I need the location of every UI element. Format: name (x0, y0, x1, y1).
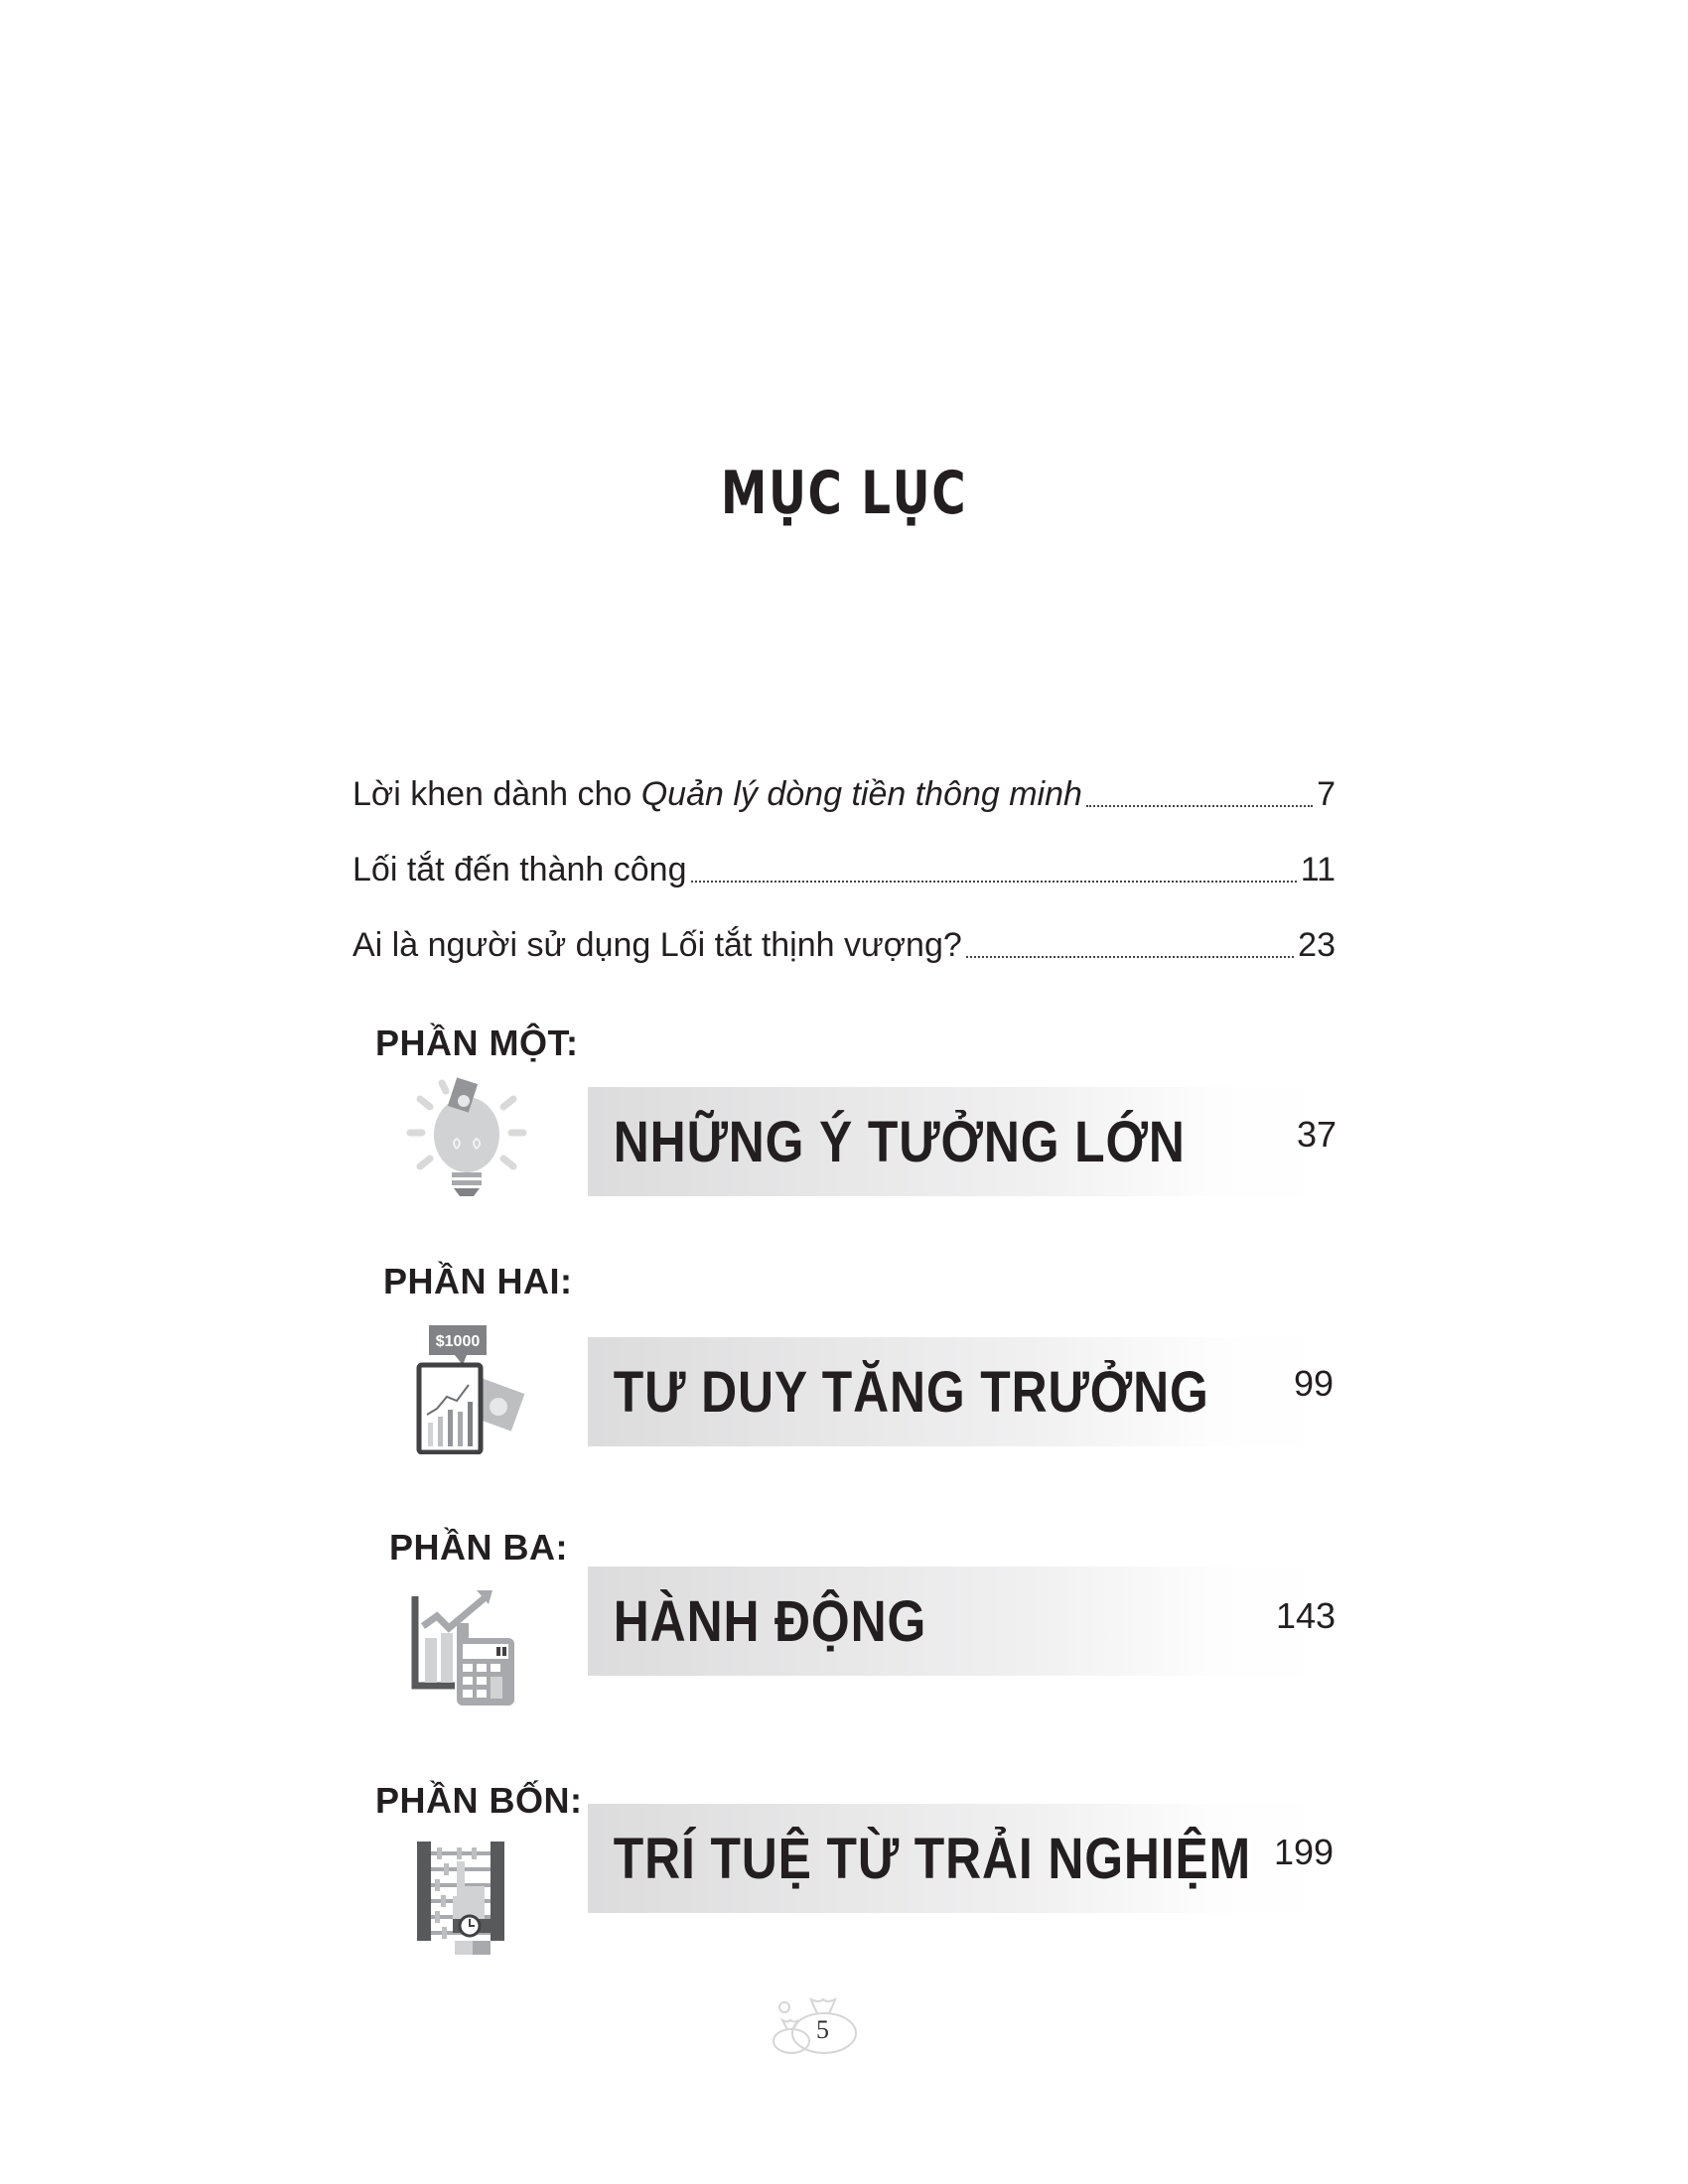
part-page-number: 199 (1274, 1832, 1335, 1872)
leader-dots (1086, 805, 1313, 807)
toc-entry-label: Lời khen dành cho Quản lý dòng tiền thông minh (352, 775, 1082, 813)
part-title: TƯ DUY TĂNG TRƯỞNG (613, 1359, 1209, 1425)
svg-text:$1000: $1000 (435, 1333, 481, 1350)
toc-entry[interactable] (352, 769, 1336, 819)
toc-entry[interactable] (352, 920, 1336, 970)
page-title: MỤC LỤC (720, 459, 968, 528)
toc-entry-page: 23 (1298, 926, 1336, 964)
part-banner[interactable] (588, 1804, 1323, 1913)
page-number: 5 (816, 2015, 829, 2044)
part-page-number: 99 (1294, 1363, 1335, 1404)
growth-chart-money-icon (407, 1325, 536, 1454)
part-page-number: 37 (1297, 1114, 1337, 1155)
part-label: PHẦN BỐN: (375, 1780, 583, 1821)
chart-calculator-icon (407, 1588, 536, 1717)
part-label: PHẦN HAI: (383, 1261, 573, 1301)
toc-entry-page: 7 (1317, 775, 1336, 813)
part-label: PHẦN MỘT: (375, 1023, 579, 1063)
toc-entry-label: Lối tắt đến thành công (352, 851, 687, 888)
toc-entry-label: Ai là người sử dụng Lối tắt thịnh vượng? (352, 926, 962, 964)
part-banner[interactable] (588, 1337, 1323, 1446)
part-banner[interactable] (588, 1567, 1323, 1676)
part-label: PHẦN BA: (389, 1527, 568, 1568)
toc-entry-page: 11 (1300, 851, 1336, 888)
abacus-hand-icon (407, 1842, 536, 1971)
toc-entry[interactable] (352, 845, 1336, 894)
part-page-number: 143 (1276, 1595, 1336, 1636)
part-title: TRÍ TUỆ TỪ TRẢI NGHIỆM (613, 1826, 1252, 1891)
leader-dots (966, 956, 1294, 958)
lightbulb-money-icon (402, 1077, 531, 1206)
part-title: NHỮNG Ý TƯỞNG LỚN (613, 1109, 1186, 1174)
leader-dots (691, 881, 1297, 883)
part-title: HÀNH ĐỘNG (613, 1588, 927, 1654)
part-banner[interactable] (588, 1087, 1323, 1196)
